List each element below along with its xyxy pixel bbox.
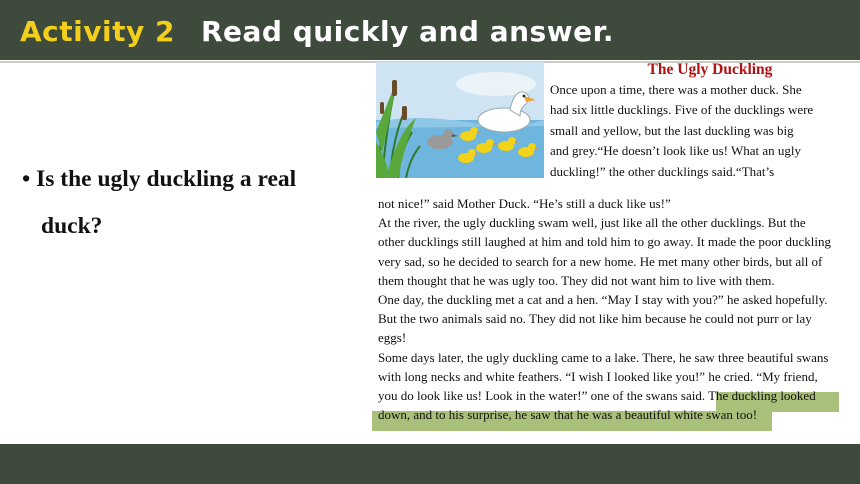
question-line-2: duck? bbox=[41, 213, 103, 239]
question-line-1: • Is the ugly duckling a real bbox=[22, 166, 297, 192]
slide-title bbox=[20, 10, 614, 52]
story-text-body bbox=[378, 194, 854, 424]
activity-label: Activity 2 bbox=[20, 14, 175, 48]
story-line: and grey.“He doesn’t look like us! What an ugly bbox=[550, 143, 802, 159]
story-line: very sad, so he decided to search for a new home. He met many other birds, but all of bbox=[378, 253, 823, 269]
story-line: At the river, the ugly duckling swam well, just like all the other ducklings. But the bbox=[378, 215, 806, 231]
story-line: had six little ducklings. Five of the ducklings were bbox=[550, 102, 814, 118]
story-title: The Ugly Duckling bbox=[647, 61, 773, 78]
story-line: duckling!” the other ducklings said.“That’s bbox=[550, 163, 775, 179]
story-line: not nice!” said Mother Duck. “He’s still a duck like us!” bbox=[378, 196, 671, 211]
story-line: them thought that he was ugly too. They did not want him to live with them. bbox=[378, 272, 775, 288]
story-line: with long necks and white feathers. “I wish I looked like you!” he cried. “My friend, bbox=[378, 368, 818, 384]
footer-bar bbox=[0, 444, 860, 484]
story-line: Once upon a time, there was a mother duck. She bbox=[550, 82, 802, 97]
story-line: other ducklings still laughed at him and told him to go away. It made the poor duckling bbox=[378, 234, 831, 250]
question bbox=[22, 156, 352, 250]
story-text-beside-image bbox=[550, 80, 850, 182]
story-line: But the two animals said no. They did not like him because he could not purr or lay bbox=[378, 311, 812, 327]
story-line: Some days later, the ugly duckling came to a lake. There, he saw three beautiful swans bbox=[378, 349, 829, 365]
story-line: small and yellow, but the last duckling was big bbox=[550, 122, 794, 138]
duck-illustration bbox=[376, 62, 544, 178]
story-line: you do look like us! Look in the water!” one of the swans said. The duckling looked bbox=[378, 388, 816, 404]
story-line: One day, the duckling met a cat and a hen. “May I stay with you?” he asked hopefully. bbox=[378, 292, 828, 308]
activity-title: Read quickly and answer. bbox=[200, 14, 615, 48]
story-line: down, and to his surprise, he saw that he was a beautiful white swan too! bbox=[378, 407, 758, 423]
story-line: eggs! bbox=[378, 330, 407, 346]
